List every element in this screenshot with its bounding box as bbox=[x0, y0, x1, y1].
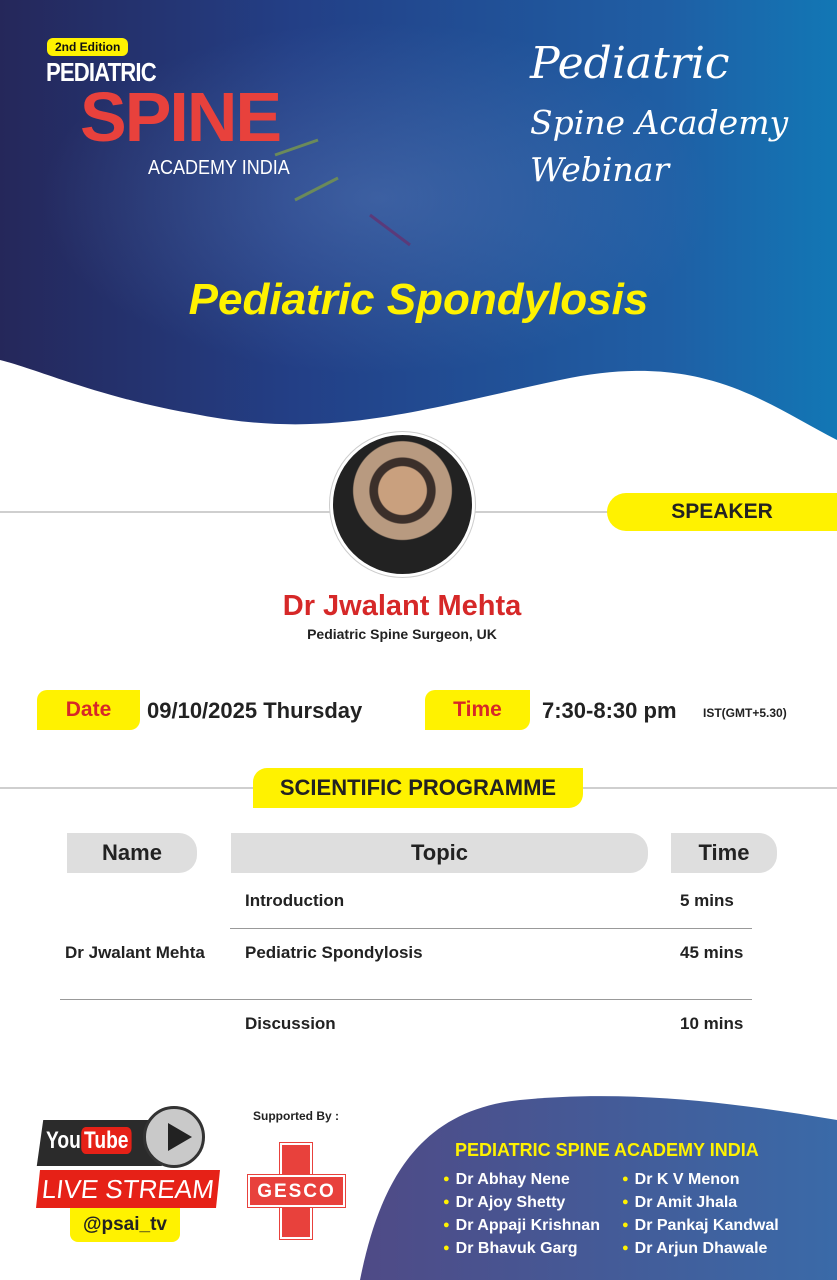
row-topic: Discussion bbox=[245, 1014, 336, 1033]
header-topic: Topic bbox=[231, 833, 648, 873]
time-value: 7:30-8:30 pm bbox=[542, 698, 677, 723]
speaker-label: SPEAKER bbox=[607, 493, 837, 531]
webinar-topic: Pediatric Spondylosis bbox=[188, 275, 649, 324]
timezone: IST(GMT+5.30) bbox=[703, 706, 787, 720]
youtube-handle[interactable]: @psai_tv bbox=[70, 1208, 180, 1242]
programme-title: SCIENTIFIC PROGRAMME bbox=[253, 768, 583, 808]
speaker-name: Dr Jwalant Mehta bbox=[282, 590, 522, 622]
live-stream-label: LIVE STREAM bbox=[36, 1170, 220, 1208]
row-divider bbox=[60, 999, 752, 1000]
row-name: Dr Jwalant Mehta bbox=[65, 943, 205, 962]
member: ● Dr Abhay Nene bbox=[443, 1171, 570, 1189]
member: ● Dr Bhavuk Garg bbox=[443, 1240, 577, 1258]
header-name: Name bbox=[67, 833, 197, 873]
speaker-designation: Pediatric Spine Surgeon, UK bbox=[307, 626, 497, 642]
supported-by-label: Supported By : bbox=[253, 1109, 339, 1123]
speaker-photo bbox=[330, 432, 475, 577]
title-line1: Pediatric bbox=[530, 38, 730, 89]
member: ● Dr Pankaj Kandwal bbox=[622, 1217, 779, 1235]
date-value: 09/10/2025 Thursday bbox=[147, 698, 363, 723]
date-label: Date bbox=[37, 690, 140, 730]
logo-pediatric-text: PEDIATRIC bbox=[46, 57, 156, 87]
member: ● Dr Ajoy Shetty bbox=[443, 1194, 565, 1212]
logo-edition-badge: 2nd Edition bbox=[47, 38, 128, 56]
gesco-logo: GESCO bbox=[248, 1143, 345, 1239]
row-topic: Pediatric Spondylosis bbox=[245, 943, 423, 962]
academy-title: PEDIATRIC SPINE ACADEMY INDIA bbox=[455, 1140, 759, 1160]
row-topic: Introduction bbox=[245, 891, 345, 910]
row-time: 45 mins bbox=[680, 943, 744, 962]
time-label: Time bbox=[425, 690, 530, 730]
logo-academy-text: ACADEMY INDIA bbox=[148, 157, 290, 179]
divider bbox=[475, 511, 615, 513]
member: ● Dr Arjun Dhawale bbox=[622, 1240, 767, 1258]
youtube-logo: You Tube bbox=[46, 1127, 132, 1155]
row-time: 5 mins bbox=[680, 891, 734, 910]
member: ● Dr K V Menon bbox=[622, 1171, 740, 1189]
divider bbox=[0, 511, 330, 513]
header-time: Time bbox=[671, 833, 777, 873]
logo-spine-text: SPINE bbox=[80, 78, 281, 156]
member: ● Dr Amit Jhala bbox=[622, 1194, 737, 1212]
row-divider bbox=[230, 928, 752, 929]
title-line2: Spine Academy bbox=[530, 103, 789, 142]
title-line3: Webinar bbox=[530, 150, 670, 189]
member: ● Dr Appaji Krishnan bbox=[443, 1217, 600, 1235]
row-time: 10 mins bbox=[680, 1014, 744, 1033]
